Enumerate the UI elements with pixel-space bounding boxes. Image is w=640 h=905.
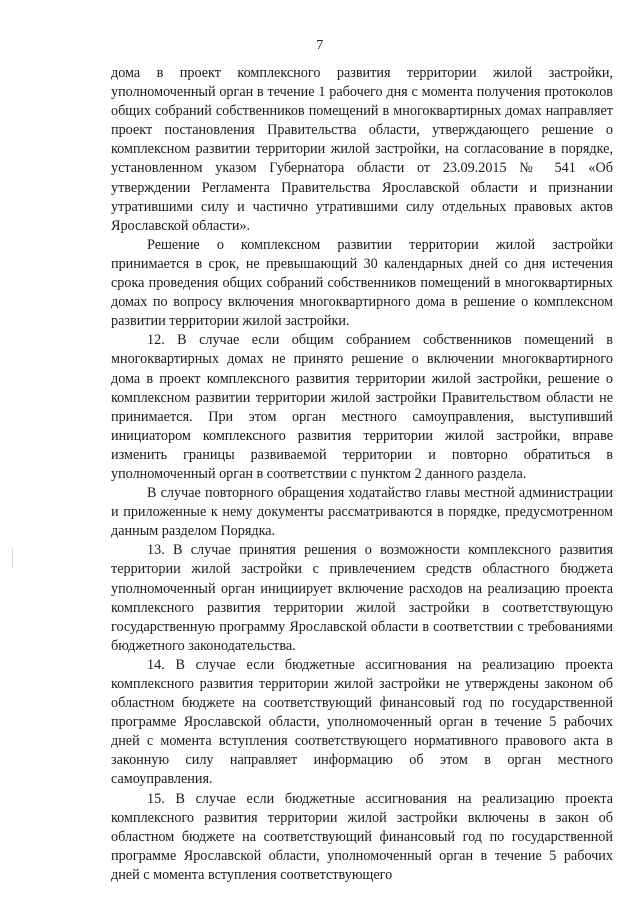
paragraph-item-13: 13. В случае принятия решения о возможности комплексного развития территории жилой застройки с привлечением средств областного бюджета уполномоченный орган инициирует включение расходов на реализацию проекта комплексного развития территории жилой застройки в соответствующую государственную программу Ярославской области в соответствии с требованиями бюджетного законодательства. [111, 542, 613, 654]
paragraph-item-12-repeat: В случае повторного обращения ходатайство главы местной администрации и приложенные к нему документы рассматриваются в порядке, предусмотренном данным разделом Порядка. [111, 485, 613, 540]
page-number: 7 [316, 38, 324, 53]
paragraph-continuation: дома в проект комплексного развития территории жилой застройки, уполномоченный орган в течение 1 рабочего дня с момента получения протоколов общих собраний собственников помещений в многоквартирных домах направляет проект постановления Правительства области, утверждающего решение о комплексном развитии территории жилой застройки, на согласование в порядке, установленном указом Губернатора области от 23.09.2015 № 541 «Об утверждении Регламента Правительства Ярославской области и признании утратившими силу и частично утратившими силу отдельных правовых актов Ярославской области». [111, 65, 613, 234]
paragraph-item-15: 15. В случае если бюджетные ассигнования на реализацию проекта комплексного развития территории жилой застройки включены в закон об областном бюджете на соответствующий финансовый год по государственной программе Ярославской области, уполномоченный орган в течение 5 рабочих дней с момента вступления соответствующего [111, 790, 613, 883]
scan-margin-mark [12, 548, 13, 568]
paragraph-item-14: 14. В случае если бюджетные ассигнования на реализацию проекта комплексного развития территории жилой застройки не утверждены законом об областном бюджете на соответствующий финансовый год по государственной программе Ярославской области, уполномоченный орган в течение 5 рабочих дней с момента вступления соответствующего нормативного правового акта в законную силу направляет информацию об этом в орган местного самоуправления. [111, 656, 613, 788]
document-body [111, 64, 613, 885]
paragraph-item-12: 12. В случае если общим собранием собственников помещений в многоквартирных домах не принято решение о включении многоквартирного дома в проект комплексного развития территории жилой застройки, решение о комплексном развитии территории жилой застройки Правительством области не принимается. При этом орган местного самоуправления, выступивший инициатором комплексного развития территории жилой застройки, вправе изменить границы развиваемой территории и повторно обратиться в уполномоченный орган в соответствии с пунктом 2 данного раздела. [111, 332, 613, 482]
paragraph-decision-deadline: Решение о комплексном развитии территории жилой застройки принимается в срок, не превышающий 30 календарных дней со дня истечения срока проведения общих собраний собственников помещений в многоквартирных домах по вопросу включения многоквартирного дома в решение о комплексном развитии территории жилой застройки. [111, 236, 613, 330]
